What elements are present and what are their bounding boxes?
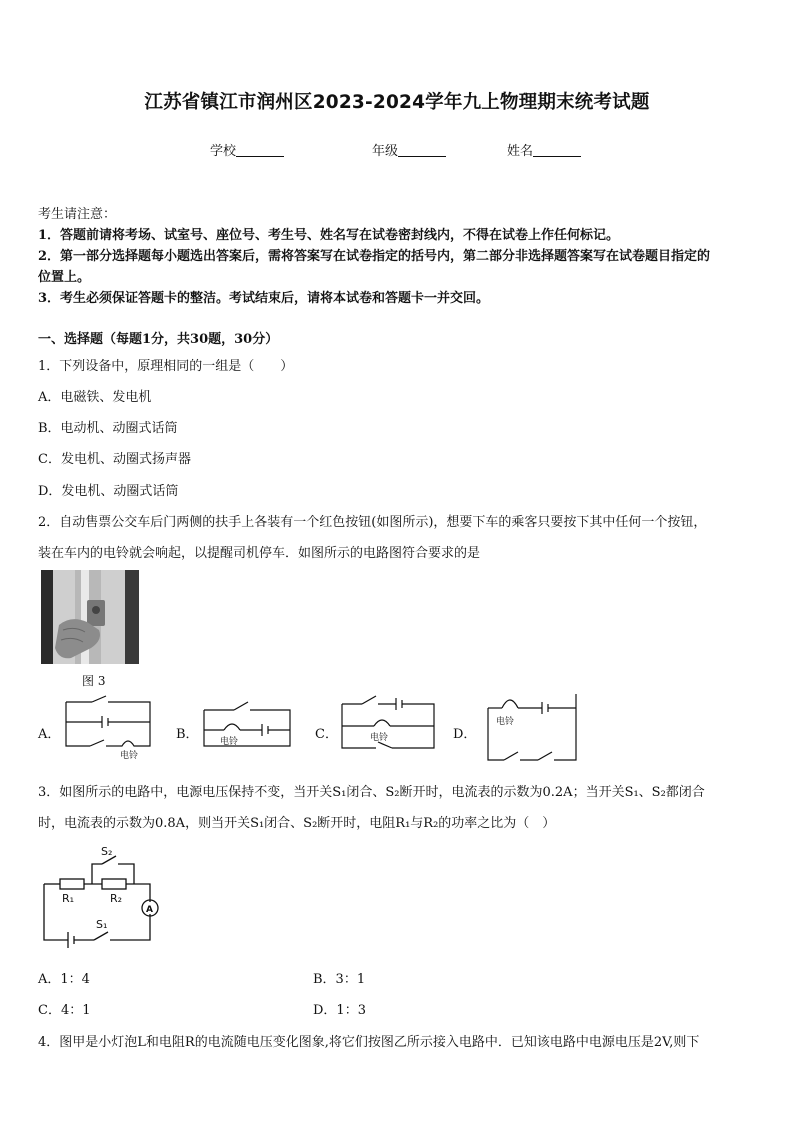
q2-stem-line2: 装在车内的电铃就会响起，以提醒司机停车．如图所示的电路图符合要求的是 xyxy=(38,546,481,561)
school-field xyxy=(210,140,284,159)
ammeter-icon: A xyxy=(146,905,153,915)
q2-option-c-label[interactable]: C． xyxy=(315,727,338,742)
bus-button-photo xyxy=(41,570,139,664)
q3-circuit xyxy=(38,840,168,950)
grade-field xyxy=(372,140,446,159)
q3-r2-label: R₂ xyxy=(110,892,123,905)
notice-heading: 考生请注意： xyxy=(38,207,117,222)
q1-stem: 1．下列设备中，原理相同的一组是（ ） xyxy=(38,359,294,374)
q2-circuit-c xyxy=(338,692,438,754)
q2-a-bell-label: 电铃 xyxy=(120,751,139,761)
q3-stem-line2: 时，电流表的示数为0.8A，则当开关S₁闭合、S₂断开时，电阻R₁与R₂的功率之比为（ ） xyxy=(38,816,556,831)
q3-r1-label: R₁ xyxy=(62,892,75,905)
q2-c-bell-label: 电铃 xyxy=(370,733,389,743)
q2-figure-caption: 图 3 xyxy=(82,674,106,688)
notice-item-2: 2．第一部分选择题每小题选出答案后，需将答案写在试卷指定的括号内，第二部分非选择题答案写在试卷题目指定的 xyxy=(38,249,711,264)
q1-option-c[interactable]: C．发电机、动圈式扬声器 xyxy=(38,452,191,467)
q3-option-a[interactable]: A．1：4 xyxy=(38,972,90,987)
q2-circuit-a xyxy=(62,696,154,761)
q2-circuit-b xyxy=(200,696,294,752)
name-blank[interactable] xyxy=(533,144,581,157)
q1-option-b[interactable]: B．电动机、动圈式话筒 xyxy=(38,421,178,436)
q3-s2-label: S₂ xyxy=(101,845,113,858)
q2-b-bell-label: 电铃 xyxy=(220,737,239,747)
notice-item-2-cont: 位置上。 xyxy=(38,270,91,285)
q3-option-b[interactable]: B．3：1 xyxy=(313,972,366,987)
school-label: 学校 xyxy=(210,144,237,159)
name-label: 姓名 xyxy=(507,144,534,159)
q2-option-a-label[interactable]: A． xyxy=(38,727,61,742)
notice-item-1: 1．答题前请将考场、试室号、座位号、考生号、姓名写在试卷密封线内，不得在试卷上作任何标记。 xyxy=(38,228,620,243)
section-heading: 一、选择题（每题1分，共30题，30分） xyxy=(38,332,279,347)
page-title: 江苏省镇江市润州区2023-2024学年九上物理期末统考试题 xyxy=(144,92,650,113)
q3-option-c[interactable]: C．4：1 xyxy=(38,1003,91,1018)
q2-d-bell-label: 电铃 xyxy=(496,717,515,727)
q1-option-d[interactable]: D．发电机、动圈式话筒 xyxy=(38,484,179,499)
q2-option-d-label[interactable]: D． xyxy=(453,727,477,742)
q3-stem-line1: 3．如图所示的电路中，电源电压保持不变，当开关S₁闭合、S₂断开时，电流表的示数为0.2A；当开关S₁、S₂都闭合 xyxy=(38,785,705,800)
q3-s1-label: S₁ xyxy=(96,918,108,931)
school-blank[interactable] xyxy=(236,144,284,157)
q3-option-d[interactable]: D．1：3 xyxy=(313,1003,366,1018)
q1-option-a[interactable]: A．电磁铁、发电机 xyxy=(38,390,152,405)
grade-label: 年级 xyxy=(372,144,399,159)
q2-option-b-label[interactable]: B． xyxy=(176,727,199,742)
q4-stem: 4．图甲是小灯泡L和电阻R的电流随电压变化图象,将它们按图乙所示接入电路中．已知该电路中电源电压是2V,则下 xyxy=(38,1035,700,1050)
q2-circuit-d xyxy=(484,688,580,764)
name-field xyxy=(507,140,581,159)
q2-stem-line1: 2．自动售票公交车后门两侧的扶手上各装有一个红色按钮(如图所示)，想要下车的乘客只要按下其中任何一个按钮， xyxy=(38,515,707,530)
notice-item-3: 3．考生必须保证答题卡的整洁。考试结束后，请将本试卷和答题卡一并交回。 xyxy=(38,291,490,306)
grade-blank[interactable] xyxy=(398,144,446,157)
